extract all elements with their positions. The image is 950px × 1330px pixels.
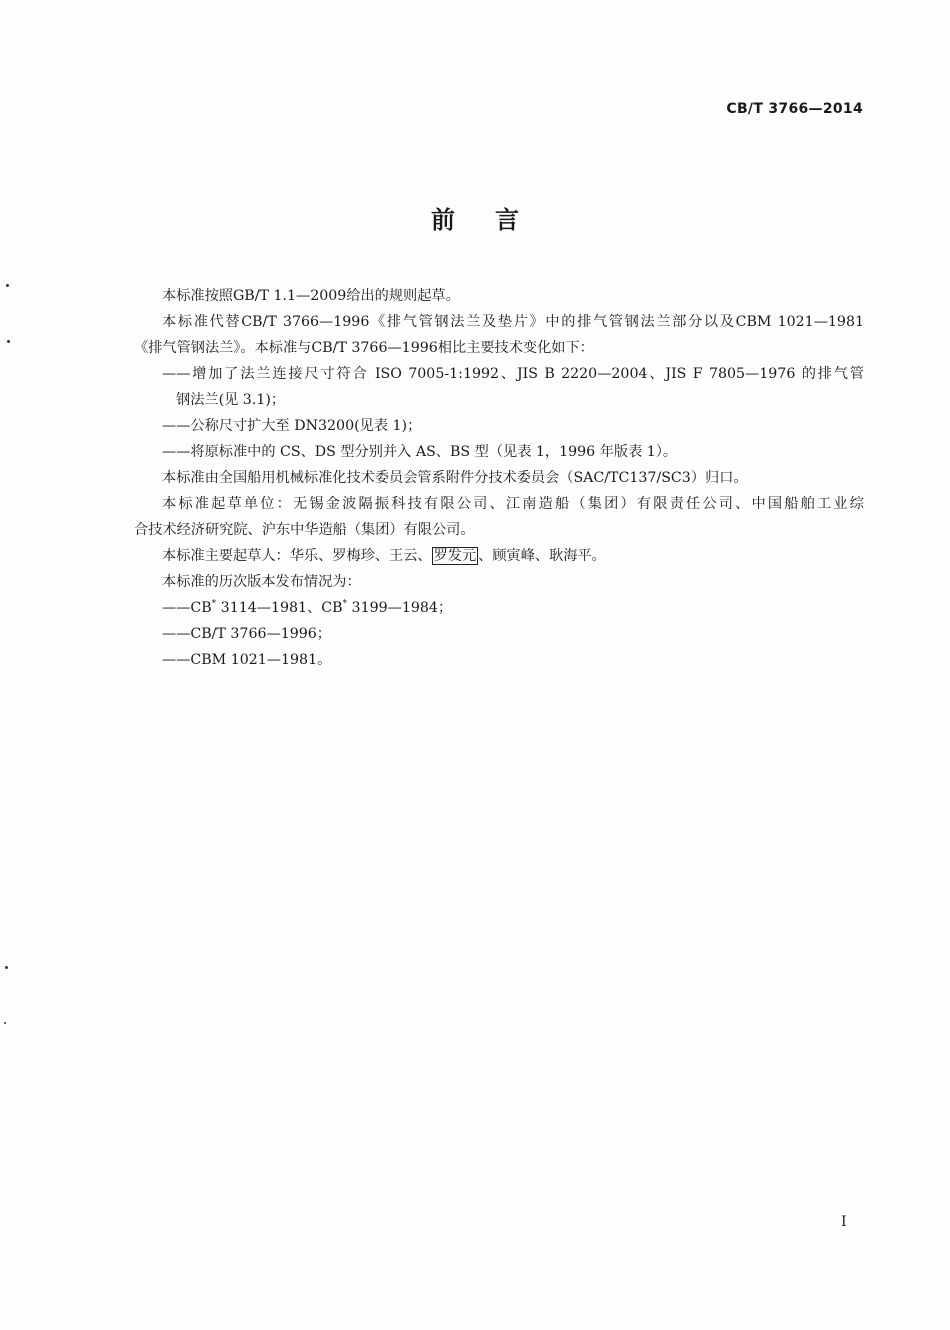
paragraph-replaces-line2: 《排气管钢法兰》。本标准与CB/T 3766—1996相比主要技术变化如下： bbox=[134, 340, 594, 356]
drafters-prefix: 本标准主要起草人：华乐、罗梅珍、王云、 bbox=[162, 548, 432, 564]
change-item-1-line2: 钢法兰(见 3.1)； bbox=[176, 392, 286, 408]
page-title: 前言 bbox=[431, 206, 559, 234]
scan-speck bbox=[7, 340, 10, 343]
history-item-1 bbox=[134, 595, 864, 621]
scan-speck bbox=[5, 966, 8, 969]
paragraph-replaces-line1: 本标准代替CB/T 3766—1996《排气管钢法兰及垫片》中的排气管钢法兰部分以及CBM 1021—1981 bbox=[162, 314, 864, 330]
paragraph-committee: 本标准由全国船用机械标准化技术委员会管系附件分技术委员会（SAC/TC137/SC3）归口。 bbox=[162, 470, 748, 486]
change-item-3: ——将原标准中的 CS、DS 型分别并入 AS、BS 型（见表 1，1996 年版表 1）。 bbox=[162, 444, 678, 460]
paragraph-history-intro: 本标准的历次版本发布情况为： bbox=[162, 574, 361, 590]
paragraph-units-line1: 本标准起草单位：无锡金波隔振科技有限公司、江南造船（集团）有限责任公司、中国船舶工业综 bbox=[162, 496, 864, 512]
change-item-2: ——公称尺寸扩大至 DN3200(见表 1)； bbox=[162, 418, 422, 434]
page-number: I bbox=[841, 1214, 847, 1230]
drafters-suffix: 、顾寅峰、耿海平。 bbox=[478, 548, 606, 564]
paragraph-drafters bbox=[134, 543, 864, 569]
history-item-1-part-a: ——CB bbox=[162, 600, 212, 616]
scan-speck bbox=[4, 1022, 6, 1024]
paragraph-drafting-rules: 本标准按照GB/T 1.1—2009给出的规则起草。 bbox=[162, 288, 460, 304]
scan-speck bbox=[6, 284, 9, 287]
drafter-boxed-name: 罗发元 bbox=[433, 548, 477, 564]
history-item-2: ——CB/T 3766—1996； bbox=[162, 626, 331, 642]
standard-code-header: CB/T 3766—2014 bbox=[726, 101, 863, 117]
history-item-1-part-b: 3114—1981、CB bbox=[216, 600, 343, 616]
change-item-1-line1: ——增加了法兰连接尺寸符合 ISO 7005-1:1992、JIS B 2220—2004、JIS F 7805—1976 的排气管 bbox=[162, 366, 864, 382]
paragraph-units-line2: 合技术经济研究院、沪东中华造船（集团）有限公司。 bbox=[134, 522, 475, 538]
history-item-3: ——CBM 1021—1981。 bbox=[162, 652, 332, 668]
history-item-1-sup-1: * bbox=[211, 599, 217, 609]
history-item-1-sup-2: * bbox=[342, 599, 348, 609]
history-item-1-part-c: 3199—1984； bbox=[347, 600, 453, 616]
foreword-body bbox=[134, 283, 864, 673]
